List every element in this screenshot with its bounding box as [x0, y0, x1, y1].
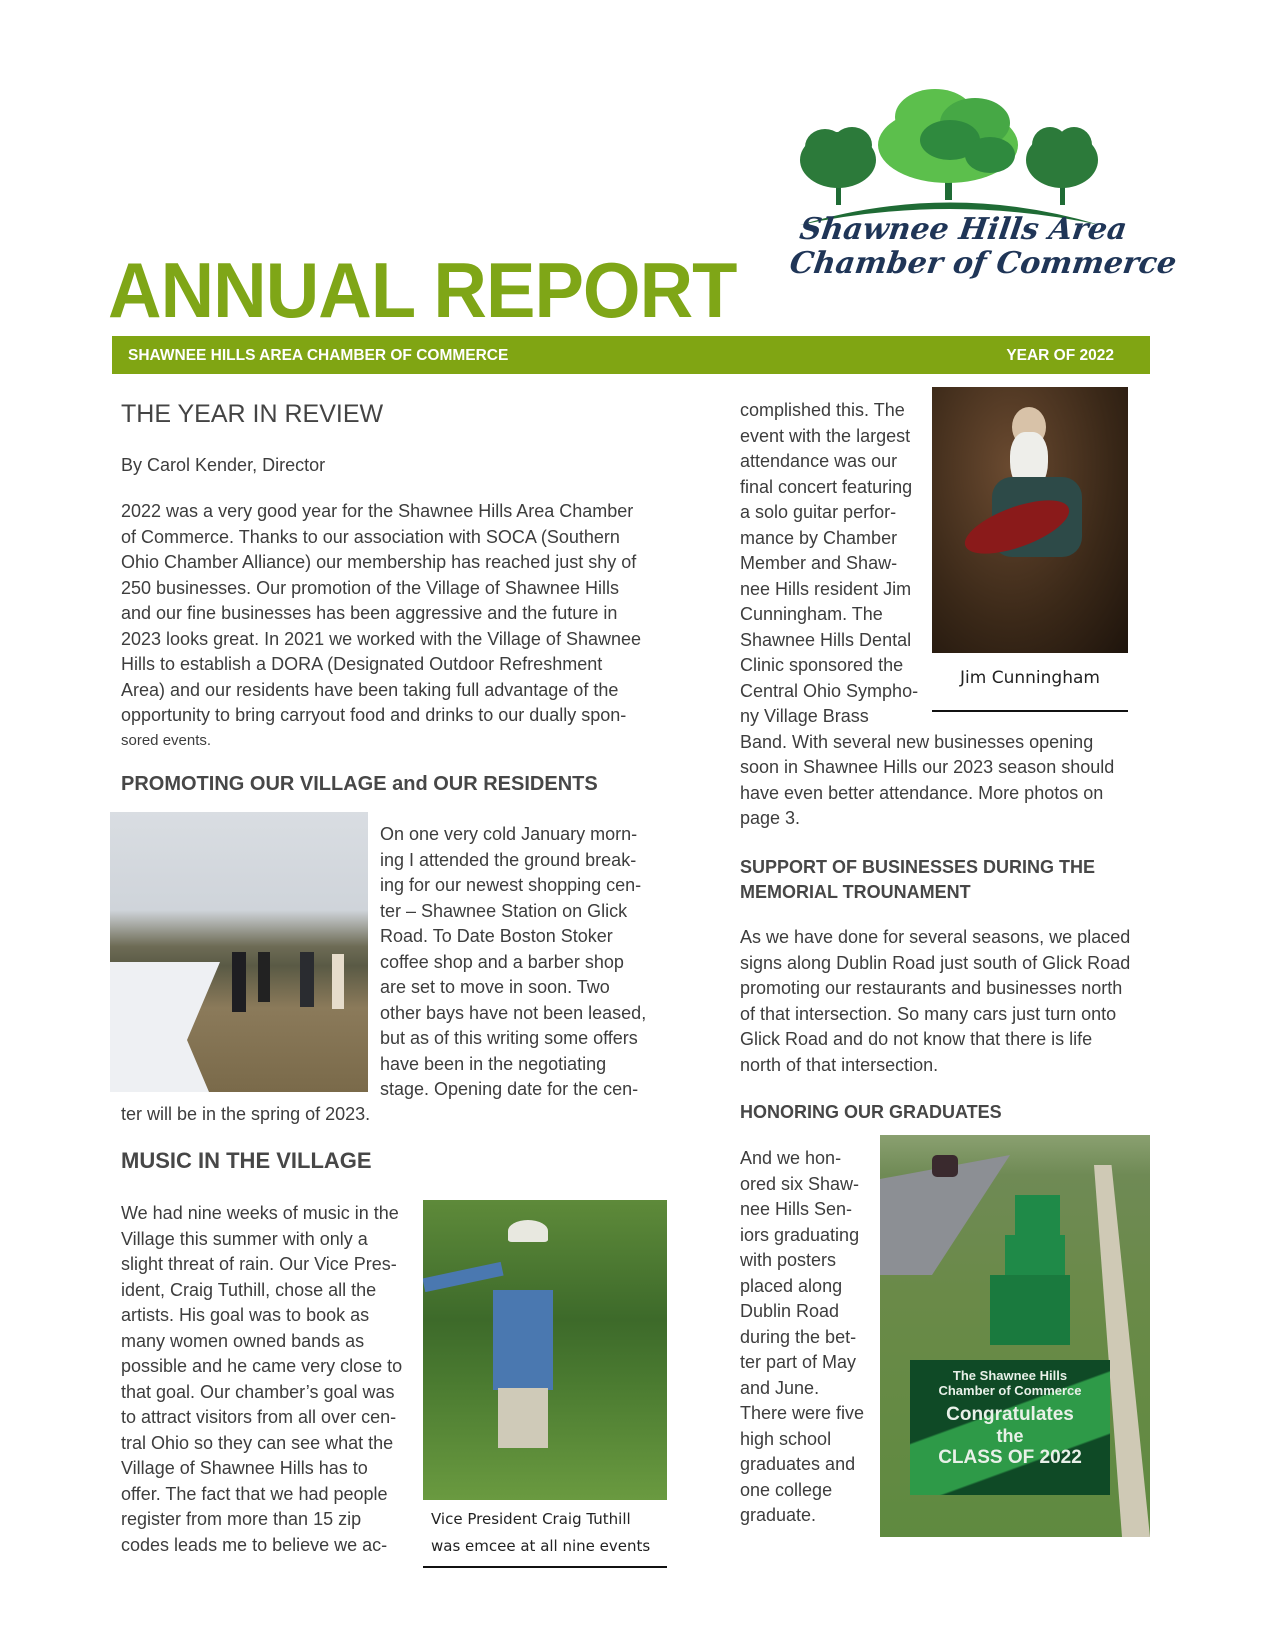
section-heading-support-line-1: SUPPORT OF BUSINESSES DURING THE [740, 857, 1096, 877]
text-line: nee Hills resident Jim [740, 578, 912, 599]
text-line: that goal. Our chamber’s goal was [121, 1381, 395, 1402]
report-year: YEAR OF 2022 [1006, 347, 1114, 364]
music-continued-paragraph [740, 398, 918, 730]
text-line: and June. [740, 1377, 820, 1398]
text-line: Clinic sponsored the [740, 655, 904, 675]
text-line: final concert featuring [740, 476, 913, 497]
text-line: are set to move in soon. Two [380, 977, 610, 997]
photo-caption-line-1: Vice President Craig Tuthill [431, 1510, 631, 1528]
organization-name: SHAWNEE HILLS AREA CHAMBER OF COMMERCE [128, 347, 509, 364]
text-line: There were five [740, 1403, 865, 1423]
craig-tuthill-photo [423, 1200, 667, 1500]
text-line: ing for our newest shopping cen- [380, 875, 642, 895]
text-line: artists. His goal was to book as [121, 1305, 370, 1325]
graduation-signs-photo [880, 1135, 1150, 1537]
text-line: possible and he came very close to [121, 1356, 403, 1376]
text-line: Cunningham. The [740, 604, 883, 624]
photo-caption-line-2: was emcee at all nine events [431, 1537, 651, 1555]
text-line: register from more than 15 zip [121, 1509, 362, 1529]
text-line: 2023 looks great. In 2021 we worked with the Village of Shawnee [121, 628, 642, 649]
text-line: ny Village Brass [740, 706, 869, 726]
text-line: ter part of May [740, 1352, 857, 1372]
text-line: with posters [740, 1250, 837, 1270]
text-line: ing I attended the ground break- [380, 849, 637, 870]
text-line: ident, Craig Tuthill, chose all the [121, 1279, 377, 1300]
support-paragraph [740, 925, 1130, 1078]
review-paragraph-end [121, 728, 211, 754]
text-line: complished this. The [740, 400, 905, 420]
photo-caption-jim: Jim Cunningham [960, 668, 1100, 688]
section-heading-support-line-2: MEMORIAL TROUNAMENT [740, 882, 971, 902]
caption-divider [932, 710, 1128, 712]
text-line: opportunity to bring carryout food and drinks to our dually spon- [121, 705, 627, 725]
music-paragraph [121, 1201, 402, 1558]
text-line: coffee shop and a barber shop [380, 951, 624, 972]
byline: By Carol Kender, Director [121, 455, 326, 475]
text-line: high school [740, 1428, 832, 1449]
text-line: of Commerce. Thanks to our association with SOCA (Southern [121, 526, 620, 547]
text-line: tral Ohio so they can see what the [121, 1432, 394, 1453]
text-line: Member and Shaw- [740, 553, 898, 573]
groundbreaking-photo [110, 812, 368, 1092]
text-line: codes leads me to believe we ac- [121, 1534, 388, 1555]
text-line: Area) and our residents have been taking full advantage of the [121, 679, 619, 700]
text-line: We had nine weeks of music in the [121, 1203, 399, 1223]
sign-line-4: the [996, 1426, 1024, 1446]
text-line: Road. To Date Boston Stoker [380, 926, 613, 946]
text-line: event with the largest [740, 425, 911, 446]
text-line: ter – Shawnee Station on Glick [380, 900, 628, 921]
sign-line-5: CLASS OF 2022 [938, 1447, 1082, 1468]
text-line: many women owned bands as [121, 1330, 365, 1351]
text-line: ter will be in the spring of 2023. [121, 1104, 371, 1124]
text-line: graduates and [740, 1454, 856, 1474]
review-paragraph [121, 499, 641, 729]
text-line: Village this summer with only a [121, 1228, 368, 1249]
promoting-paragraph [380, 822, 646, 1103]
text-line: Glick Road and do not know that there is life [740, 1029, 1093, 1049]
text-line: north of that intersection. [740, 1054, 939, 1075]
jim-cunningham-photo [932, 387, 1128, 653]
text-line: signs along Dublin Road just south of Glick Road [740, 952, 1131, 973]
sign-line-2: Chamber of Commerce [938, 1383, 1082, 1398]
section-heading-year-in-review: THE YEAR IN REVIEW [121, 400, 384, 428]
text-line: nee Hills Sen- [740, 1199, 853, 1219]
text-line: other bays have not been leased, [380, 1002, 647, 1023]
header-bar [112, 336, 1150, 374]
text-line: but as of this writing some offers [380, 1028, 638, 1048]
text-line: iors graduating [740, 1224, 860, 1245]
text-line: stage. Opening date for the cen- [380, 1079, 639, 1099]
text-line: On one very cold January morn- [380, 824, 638, 844]
text-line: promoting our restaurants and businesses north [740, 978, 1123, 998]
text-line: Hills to establish a DORA (Designated Outdoor Refreshment [121, 654, 603, 674]
text-line: attendance was our [740, 451, 898, 471]
text-line: Central Ohio Sympho- [740, 680, 919, 701]
text-line: during the bet- [740, 1326, 857, 1347]
page-title: ANNUAL REPORT [108, 246, 737, 334]
text-line: to attract visitors from all over cen- [121, 1407, 397, 1427]
text-line: ored six Shaw- [740, 1173, 860, 1194]
text-line: Dublin Road [740, 1301, 840, 1321]
text-line: graduate. [740, 1505, 817, 1525]
text-line: 250 businesses. Our promotion of the Village of Shawnee Hills [121, 577, 619, 598]
sign-line-3: Congratulates [946, 1404, 1074, 1425]
graduation-sign [910, 1360, 1110, 1495]
text-line: offer. The fact that we had people [121, 1483, 388, 1504]
text-line: have even better attendance. More photos on [740, 782, 1104, 803]
text-line: And we hon- [740, 1148, 842, 1168]
text-line: one college [740, 1479, 833, 1500]
caption-divider [423, 1566, 667, 1568]
sign-line-1: The Shawnee Hills [952, 1368, 1068, 1383]
music-continued-paragraph-full [740, 730, 1114, 832]
text-line: 2022 was a very good year for the Shawnee Hills Area Chamber [121, 501, 634, 521]
chamber-logo [787, 85, 1179, 290]
logo-line-2: Chamber of Commerce [787, 246, 1179, 281]
promoting-paragraph-end [121, 1102, 370, 1128]
text-line: of that intersection. So many cars just turn onto [740, 1003, 1117, 1024]
text-line: Ohio Chamber Alliance) our membership has reached just shy of [121, 552, 637, 572]
logo-line-1: Shawnee Hills Area [797, 212, 1130, 247]
text-line: Band. With several new businesses opening [740, 731, 1094, 752]
text-line: page 3. [740, 808, 801, 828]
trees-logo-icon [790, 85, 1110, 225]
text-line: a solo guitar perfor- [740, 502, 897, 522]
text-line: Village of Shawnee Hills has to [121, 1458, 368, 1478]
section-heading-music: MUSIC IN THE VILLAGE [121, 1148, 372, 1173]
text-line: sored events. [121, 732, 212, 749]
text-line: placed along [740, 1275, 843, 1296]
text-line: and our fine businesses has been aggressive and the future in [121, 603, 618, 623]
text-line: As we have done for several seasons, we placed [740, 927, 1131, 947]
graduates-paragraph [740, 1146, 864, 1529]
text-line: Shawnee Hills Dental [740, 629, 912, 650]
text-line: slight threat of rain. Our Vice Pres- [121, 1254, 397, 1274]
text-line: have been in the negotiating [380, 1053, 607, 1074]
text-line: soon in Shawnee Hills our 2023 season should [740, 757, 1115, 777]
text-line: mance by Chamber [740, 527, 898, 548]
section-heading-promoting: PROMOTING OUR VILLAGE and OUR RESIDENTS [121, 773, 598, 795]
section-heading-graduates: HONORING OUR GRADUATES [740, 1102, 1002, 1122]
